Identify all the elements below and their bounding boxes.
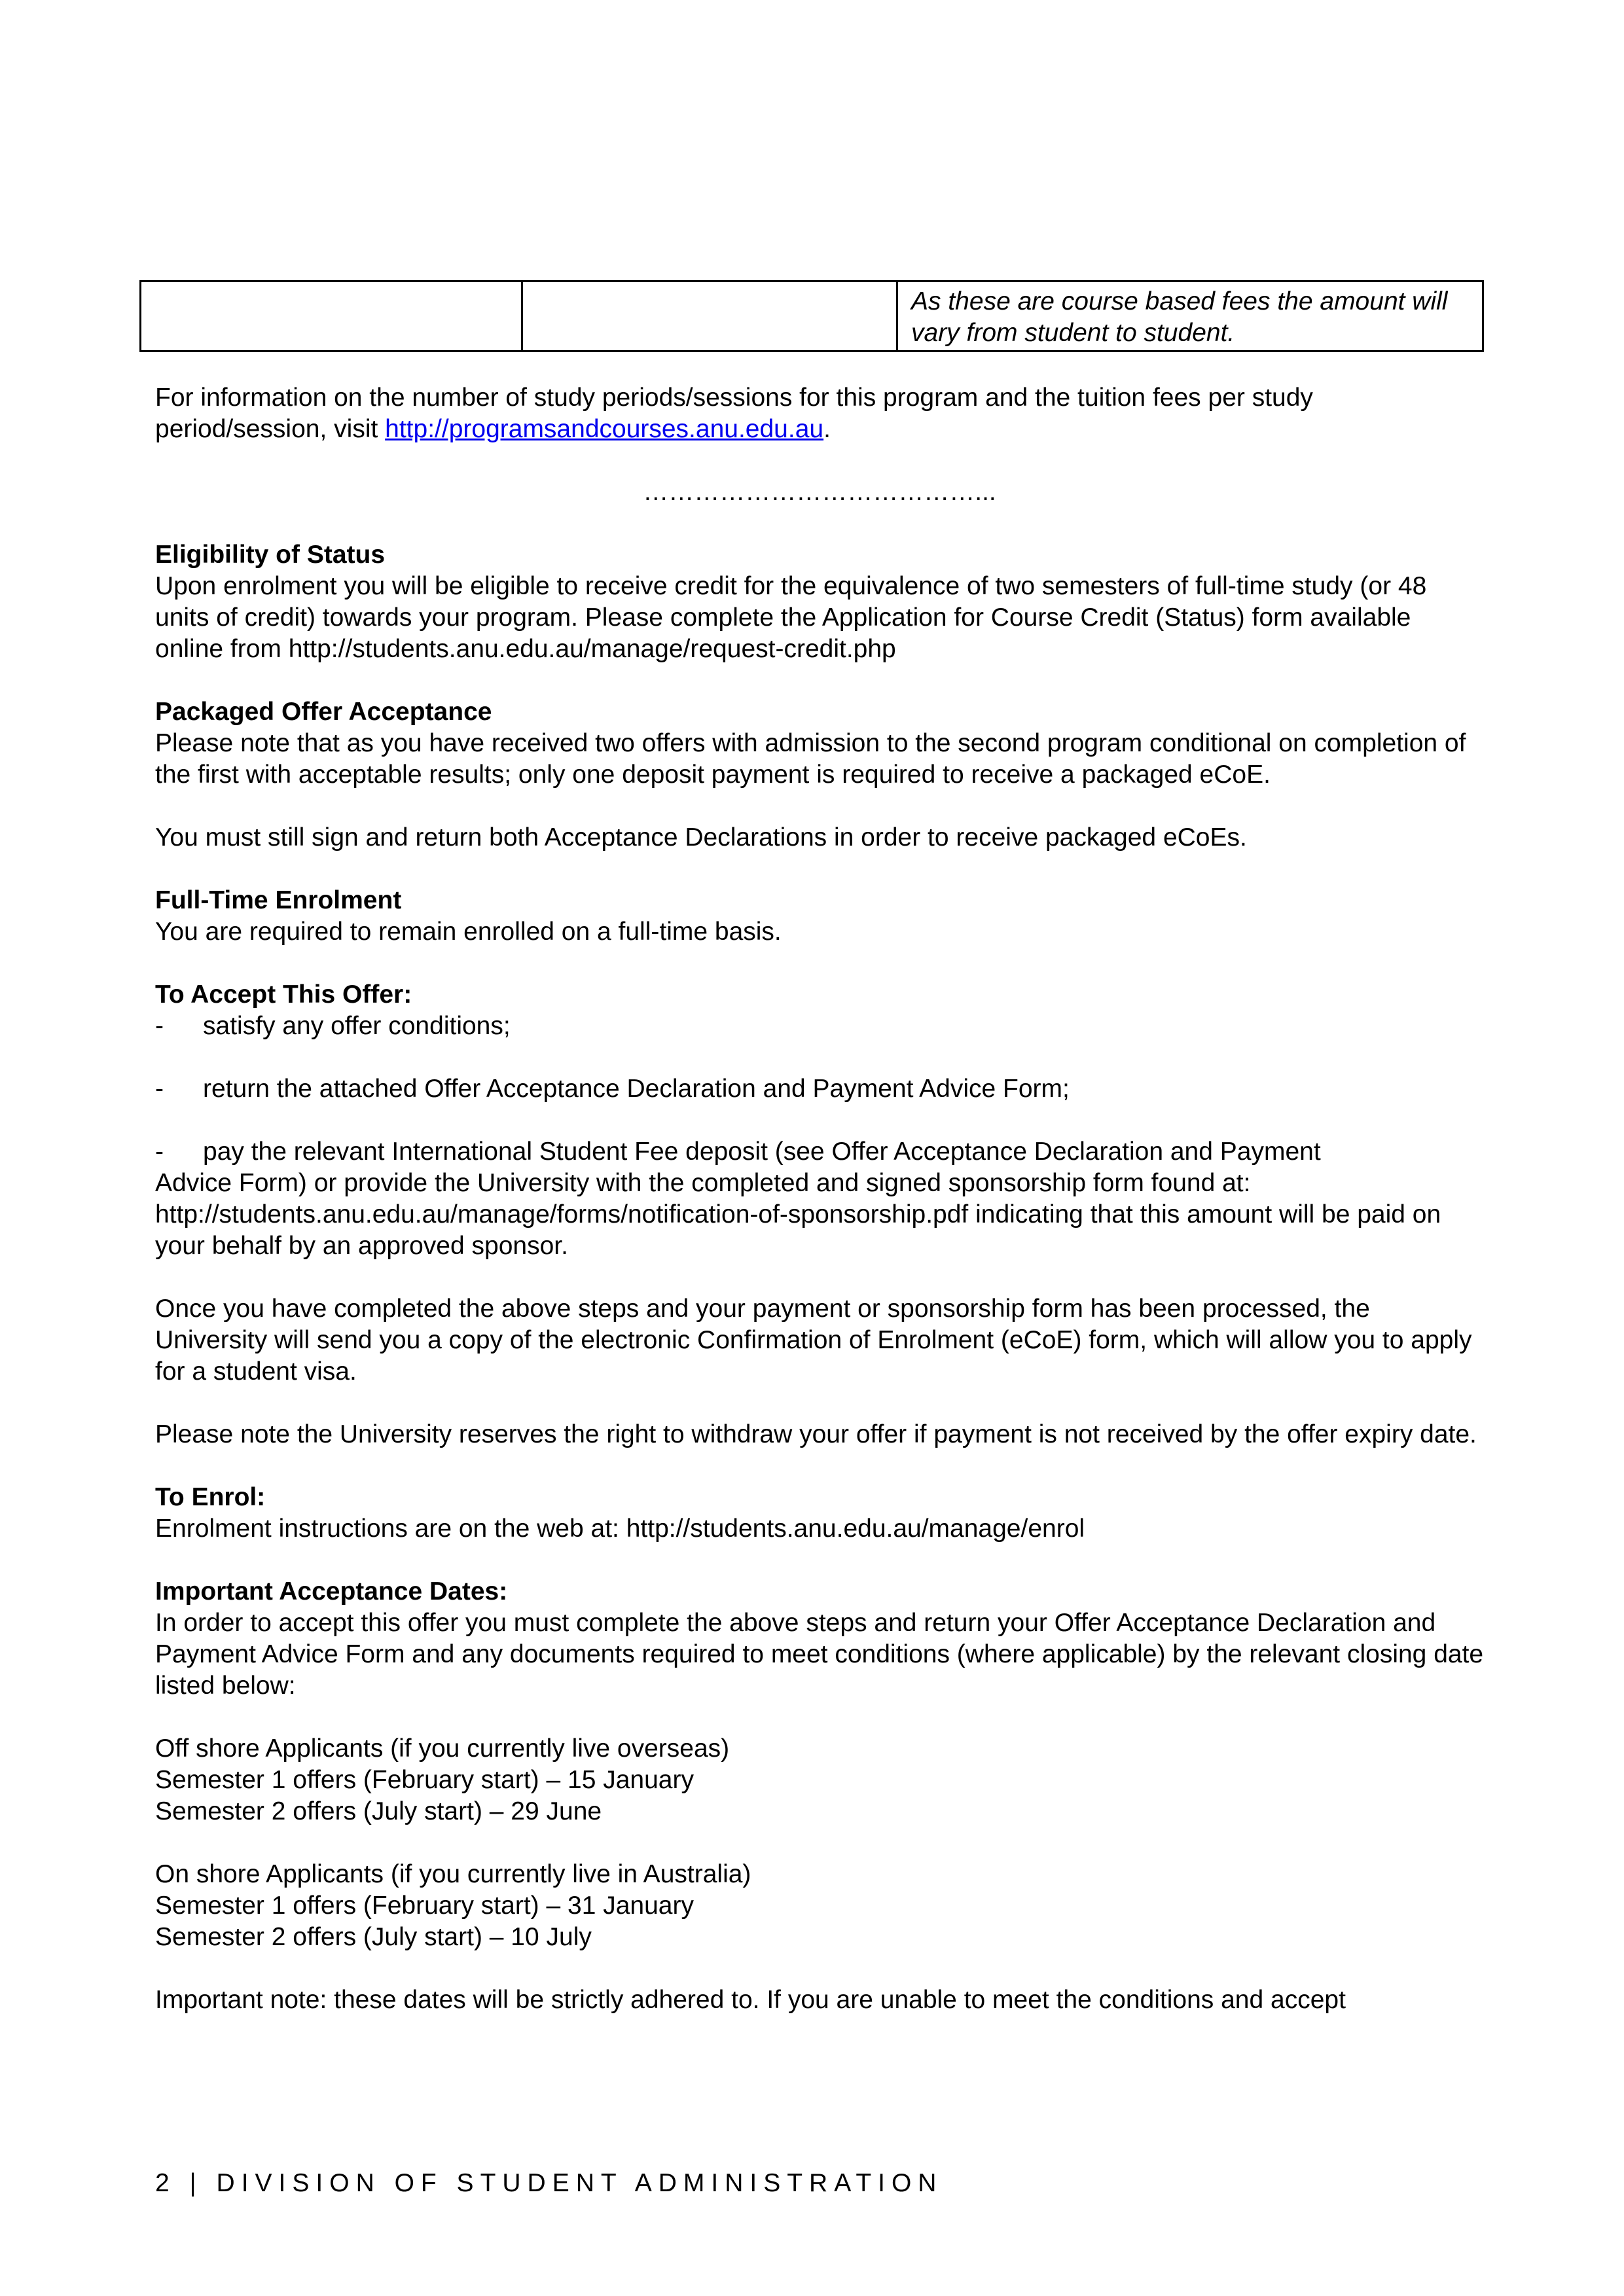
- program-info-paragraph: [155, 382, 1484, 445]
- program-info-end: .: [823, 415, 831, 443]
- fee-table: [139, 280, 1484, 352]
- eligibility-body: Upon enrolment you will be eligible to receive credit for the equivalence of two semesters of full-time study (or 48 units of credit) towards your program. Please complete the Application for Course Credit (Status) form available online from http://students.anu.edu.au/manage/request-credit.php: [155, 572, 1427, 663]
- footer-title: DIVISION OF STUDENT ADMINISTRATION: [216, 2169, 943, 2197]
- page-number: 2: [155, 2169, 176, 2197]
- document-body: [155, 382, 1484, 2016]
- fee-table-cell-1: [141, 281, 522, 351]
- list-item: [155, 1136, 1484, 1168]
- accept-step-3: pay the relevant International Student Fee deposit (see Offer Acceptance Declaration and Payment: [203, 1138, 1321, 1166]
- list-item: [155, 1011, 1484, 1042]
- bullet-mark: -: [155, 1075, 164, 1103]
- offshore-semester-1: Semester 1 offers (February start) – 15 January: [155, 1766, 694, 1794]
- onshore-title: On shore Applicants (if you currently live in Australia): [155, 1860, 751, 1888]
- eligibility-heading: Eligibility of Status: [155, 541, 386, 569]
- dates-body: In order to accept this offer you must complete the above steps and return your Offer Acceptance Declaration and Payment Advice Form and any documents required to meet conditions (where applicable) by the relevant closing date listed below:: [155, 1609, 1484, 1700]
- fee-table-cell-2: [522, 281, 897, 351]
- accept-step-2: return the attached Offer Acceptance Declaration and Payment Advice Form;: [203, 1075, 1070, 1103]
- table-row: [141, 281, 1483, 351]
- accept-step-1: satisfy any offer conditions;: [203, 1012, 511, 1040]
- offshore-semester-2: Semester 2 offers (July start) – 29 June: [155, 1797, 602, 1825]
- onshore-semester-2: Semester 2 offers (July start) – 10 July: [155, 1923, 592, 1951]
- fulltime-heading: Full-Time Enrolment: [155, 886, 402, 914]
- page-footer: [155, 2168, 943, 2199]
- onshore-semester-1: Semester 1 offers (February start) – 31 January: [155, 1892, 694, 1920]
- accept-step-3-continued: Advice Form) or provide the University with the completed and signed sponsorship form found at: http://students.anu.edu.au/manage/forms/notification-of-sponsorship.pdf indicating that this amount will be paid on your behalf by an approved sponsor.: [155, 1169, 1441, 1260]
- important-note: Important note: these dates will be strictly adhered to. If you are unable to meet the conditions and accept: [155, 1986, 1346, 2014]
- packaged-offer-body: Please note that as you have received two offers with admission to the second program conditional on completion of the first with acceptable results; only one deposit payment is required to receive a packaged eCoE.: [155, 729, 1466, 789]
- bullet-mark: -: [155, 1012, 164, 1040]
- packaged-offer-body-2: You must still sign and return both Acceptance Declarations in order to receive packaged eCoEs.: [155, 823, 1247, 852]
- section-separator: …………………………………...: [643, 478, 996, 506]
- withdraw-paragraph: Please note the University reserves the right to withdraw your offer if payment is not received by the offer expiry date.: [155, 1420, 1477, 1448]
- ecoe-paragraph: Once you have completed the above steps and your payment or sponsorship form has been processed, the University will send you a copy of the electronic Confirmation of Enrolment (eCoE) form, which will allow you to apply for a student visa.: [155, 1295, 1472, 1386]
- dates-heading: Important Acceptance Dates:: [155, 1577, 508, 1605]
- fee-table-note: As these are course based fees the amount will vary from student to student.: [897, 281, 1483, 351]
- bullet-mark: -: [155, 1138, 164, 1166]
- programs-courses-link[interactable]: http://programsandcourses.anu.edu.au: [385, 415, 824, 443]
- fulltime-body: You are required to remain enrolled on a full-time basis.: [155, 918, 782, 946]
- footer-divider: |: [189, 2169, 203, 2197]
- offshore-title: Off shore Applicants (if you currently live overseas): [155, 1734, 730, 1763]
- enrol-body: Enrolment instructions are on the web at: http://students.anu.edu.au/manage/enrol: [155, 1515, 1085, 1543]
- accept-heading: To Accept This Offer:: [155, 980, 412, 1009]
- program-info-text: For information on the number of study periods/sessions for this program and the tuition fees per study period/session, visit: [155, 384, 1313, 443]
- packaged-offer-heading: Packaged Offer Acceptance: [155, 698, 492, 726]
- enrol-heading: To Enrol:: [155, 1483, 266, 1511]
- list-item: [155, 1073, 1484, 1105]
